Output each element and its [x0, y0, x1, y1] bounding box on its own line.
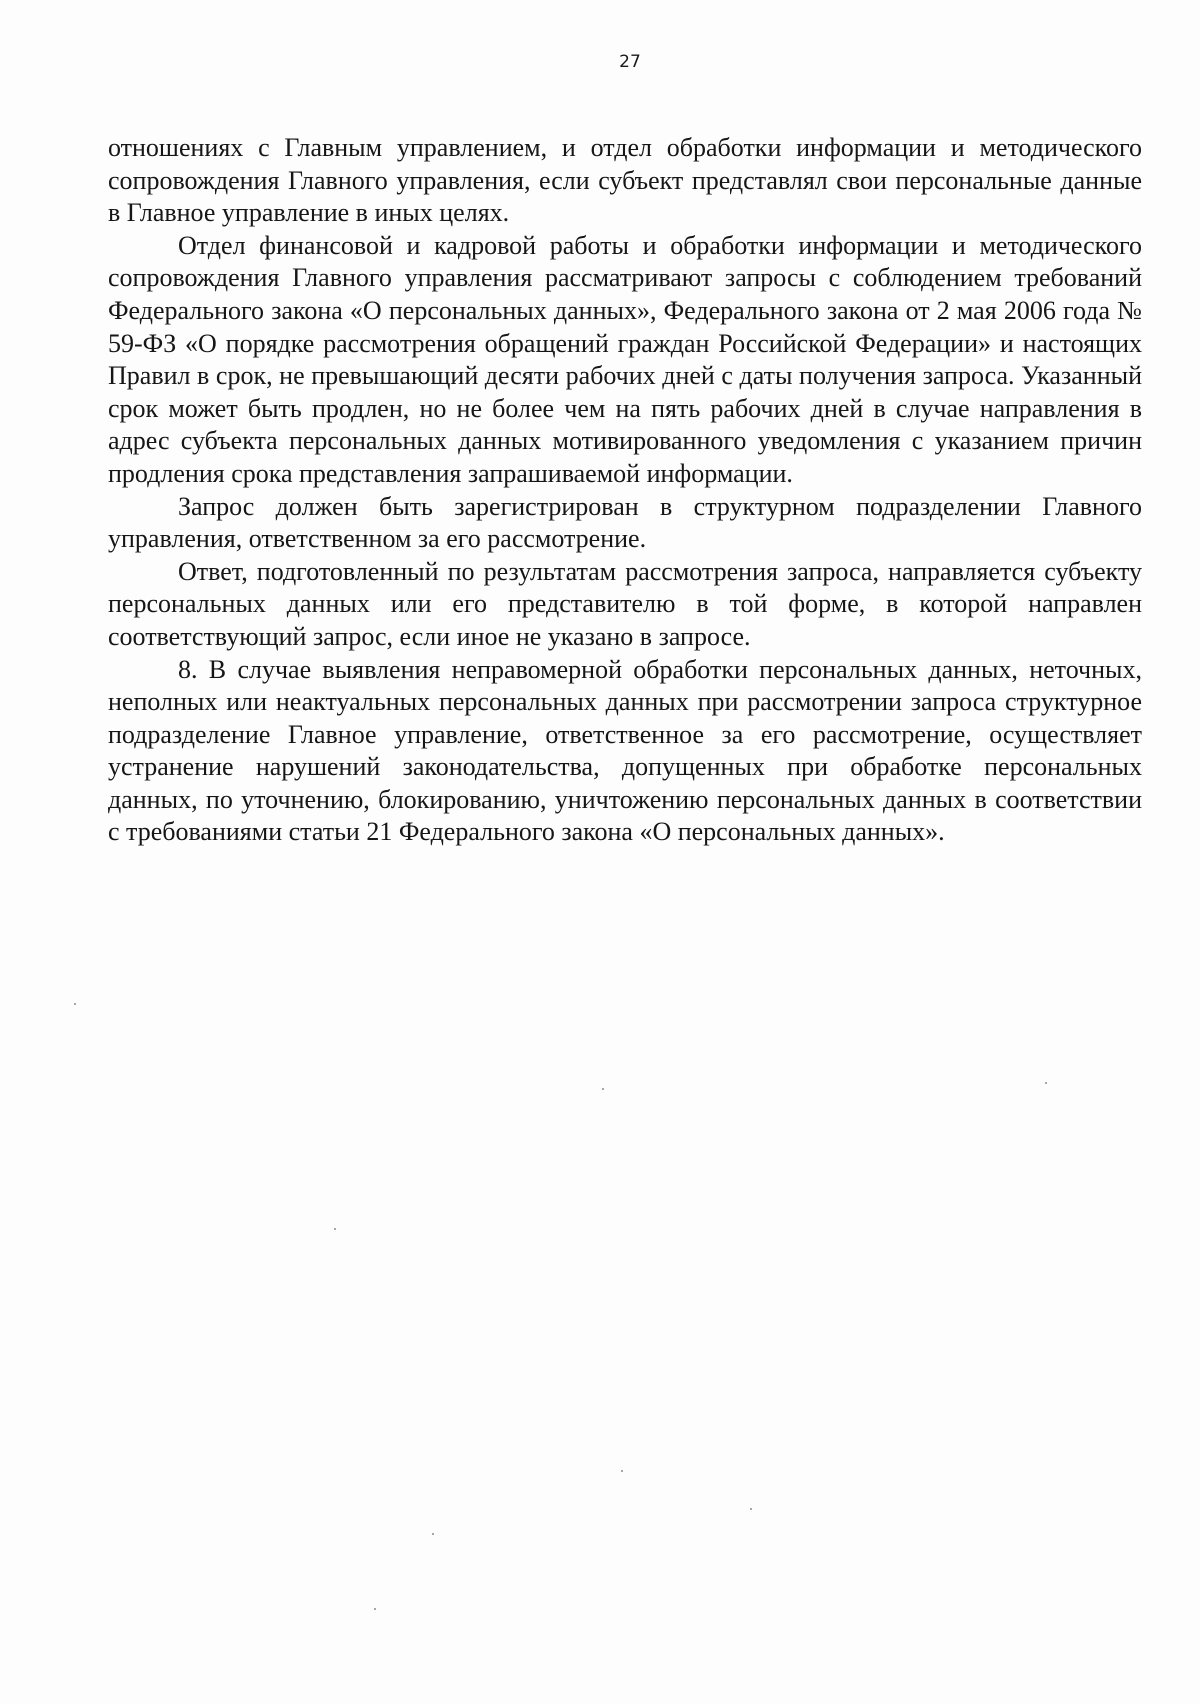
paragraph-request-review: Отдел финансовой и кадровой работы и обработки информации и методического сопровождения Главного управления рассматривают запросы с соблюдением требований Федерального закона «О персональных данных», Федерального закона от 2 мая 2006 года № 59-ФЗ «О порядке рассмотрения обращений граждан Российской Федерации» и настоящих Правил в срок, не превышающий десяти рабочих дней с даты получения запроса. Указанный срок может быть продлен, но не более чем на пять рабочих дней в случае направления в адрес субъекта персональных данных мотивированного уведомления с указанием причин продления срока представления запрашиваемой информации. [108, 230, 1142, 488]
paragraph-request-registration: Запрос должен быть зарегистрирован в структурном подразделении Главного управления, ответственном за его рассмотрение. [108, 491, 1142, 554]
scan-speck [432, 1533, 434, 1535]
document-body [108, 132, 1142, 849]
page-number: 27 [619, 52, 641, 72]
paragraph-item-8: 8. В случае выявления неправомерной обработки персональных данных, неточных, неполных или неактуальных персональных данных при рассмотрении запроса структурное подразделение Главное управление, ответственное за его рассмотрение, осуществляет устранение нарушений законодательства, допущенных при обработке персональных данных, по уточнению, блокированию, уничтожению персональных данных в соответствии с требованиями статьи 21 Федерального закона «О персональных данных». [108, 654, 1142, 847]
scan-speck [334, 1228, 336, 1230]
scan-speck [750, 1508, 752, 1510]
paragraph-continuation: отношениях с Главным управлением, и отдел обработки информации и методического сопровождения Главного управления, если субъект представлял свои персональные данные в Главное управление в иных целях. [108, 133, 1142, 228]
scan-speck [74, 1003, 76, 1005]
scan-speck [374, 1608, 376, 1610]
scan-speck [602, 1088, 604, 1090]
paragraph-response: Ответ, подготовленный по результатам рассмотрения запроса, направляется субъекту персональных данных или его представителю в той форме, в которой направлен соответствующий запрос, если иное не указано в запросе. [108, 556, 1142, 651]
scan-speck [1045, 1082, 1047, 1084]
scan-speck [621, 1470, 623, 1472]
